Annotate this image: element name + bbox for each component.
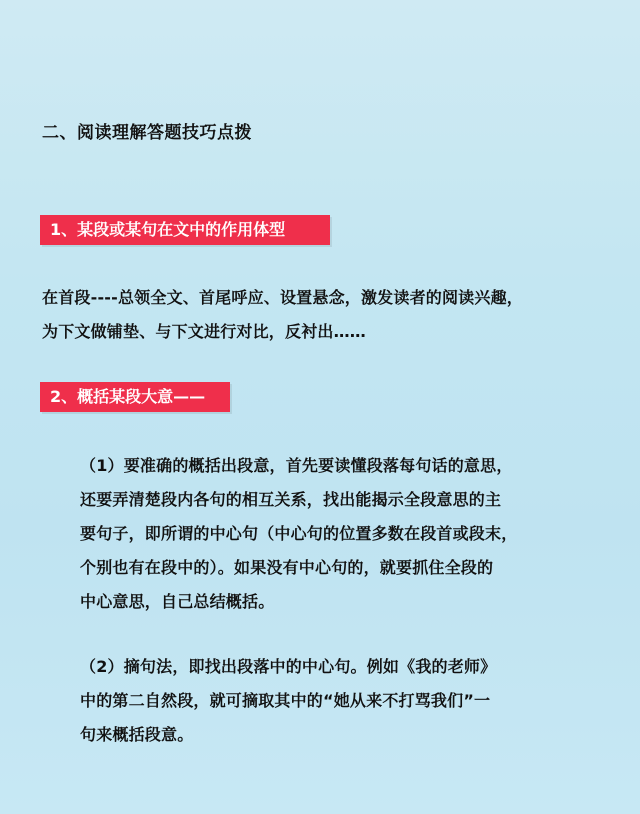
paragraph-first-section: 在首段----总领全文、首尾呼应、设置悬念，激发读者的阅读兴趣， 为下文做铺垫、与下文进行对比，反衬出……: [42, 288, 523, 341]
section-title: 二、阅读理解答题技巧点拨: [42, 123, 252, 143]
section-tag-role: 1、某段或某句在文中的作用体型: [40, 215, 330, 245]
section-tag-summary: 2、概括某段大意——: [40, 382, 230, 412]
paragraph-method-2: （2）摘句法，即找出段落中的中心句。例如《我的老师》 中的第二自然段，就可摘取其中的“她从来不打骂我们”一 句来概括段意。: [80, 657, 497, 744]
paragraph-method-1: （1）要准确的概括出段意，首先要读懂段落每句话的意思， 还要弄清楚段内各句的相互关系，找出能揭示全段意思的主 要句子，即所谓的中心句（中心句的位置多数在段首或段末， 个别也有在段中的）。如果没有中心句的，就要抓住全段的 中心意思，自己总结概括。: [80, 456, 518, 611]
